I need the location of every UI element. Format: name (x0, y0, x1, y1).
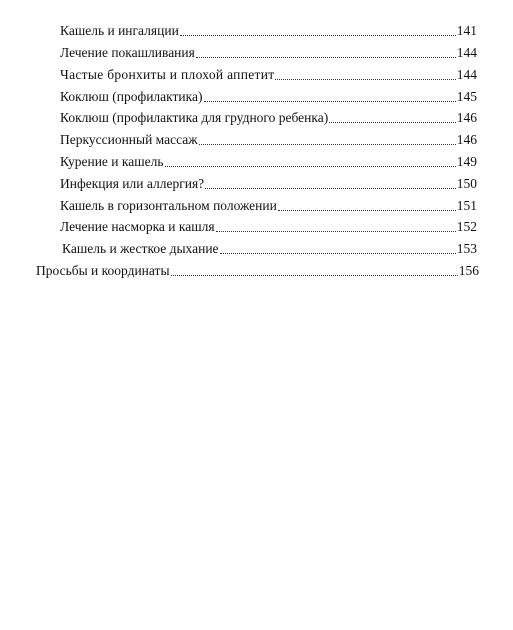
toc-entry-page: 144 (456, 67, 477, 82)
toc-entry-page: 151 (456, 198, 477, 213)
toc-entry (60, 110, 477, 126)
toc-entry (60, 154, 477, 170)
toc-entry-page: 150 (456, 176, 477, 191)
toc-entry-title: Лечение насморка и кашля (60, 219, 215, 234)
dot-leader (196, 56, 456, 58)
dot-leader (180, 34, 456, 36)
toc-entry (36, 263, 479, 279)
dot-leader (216, 230, 456, 232)
dot-leader (220, 252, 456, 254)
toc-entry (60, 198, 477, 214)
dot-leader (278, 209, 456, 211)
toc-entry-title: Перкуссионный массаж (60, 132, 198, 147)
toc-entry-title: Коклюш (профилактика) (60, 89, 203, 104)
toc-entry-title: Кашель и ингаляции (60, 23, 179, 38)
toc-entry (60, 176, 477, 192)
toc-entry-title: Кашель и жесткое дыхание (62, 241, 219, 256)
toc-entry-page: 145 (456, 89, 477, 104)
toc-entry-title: Инфекция или аллергия? (60, 176, 205, 191)
dot-leader (199, 143, 456, 145)
toc-entry-page: 146 (456, 132, 477, 147)
toc-entry-page: 149 (456, 154, 477, 169)
dot-leader (205, 187, 456, 189)
toc-entry-title: Лечение покашливания (60, 45, 195, 60)
toc-entry-title: Коклюш (профилактика для грудного ребенка) (60, 110, 329, 125)
toc-entry (60, 67, 477, 83)
dot-leader (275, 78, 455, 80)
toc-entry-title: Частые бронхиты и плохой аппетит (60, 67, 275, 82)
toc-entry (62, 241, 477, 257)
toc-entry-page: 153 (456, 241, 477, 256)
toc-entry (60, 45, 477, 61)
toc-entry-page: 156 (458, 263, 479, 278)
toc-entry-page: 152 (456, 219, 477, 234)
dot-leader (171, 274, 458, 276)
toc-entry-page: 144 (456, 45, 477, 60)
toc-entry-page: 141 (456, 23, 477, 38)
toc-entry (60, 23, 477, 39)
dot-leader (329, 121, 456, 123)
toc-entry-title: Кашель в горизонтальном положении (60, 198, 277, 213)
toc-entry-page: 146 (456, 110, 477, 125)
dot-leader (165, 165, 456, 167)
toc-entry (60, 89, 477, 105)
dot-leader (204, 100, 456, 102)
toc-entry-title: Просьбы и координаты (36, 263, 170, 278)
toc-entry-title: Курение и кашель (60, 154, 164, 169)
toc-entry (60, 132, 477, 148)
toc-entry (60, 219, 477, 235)
